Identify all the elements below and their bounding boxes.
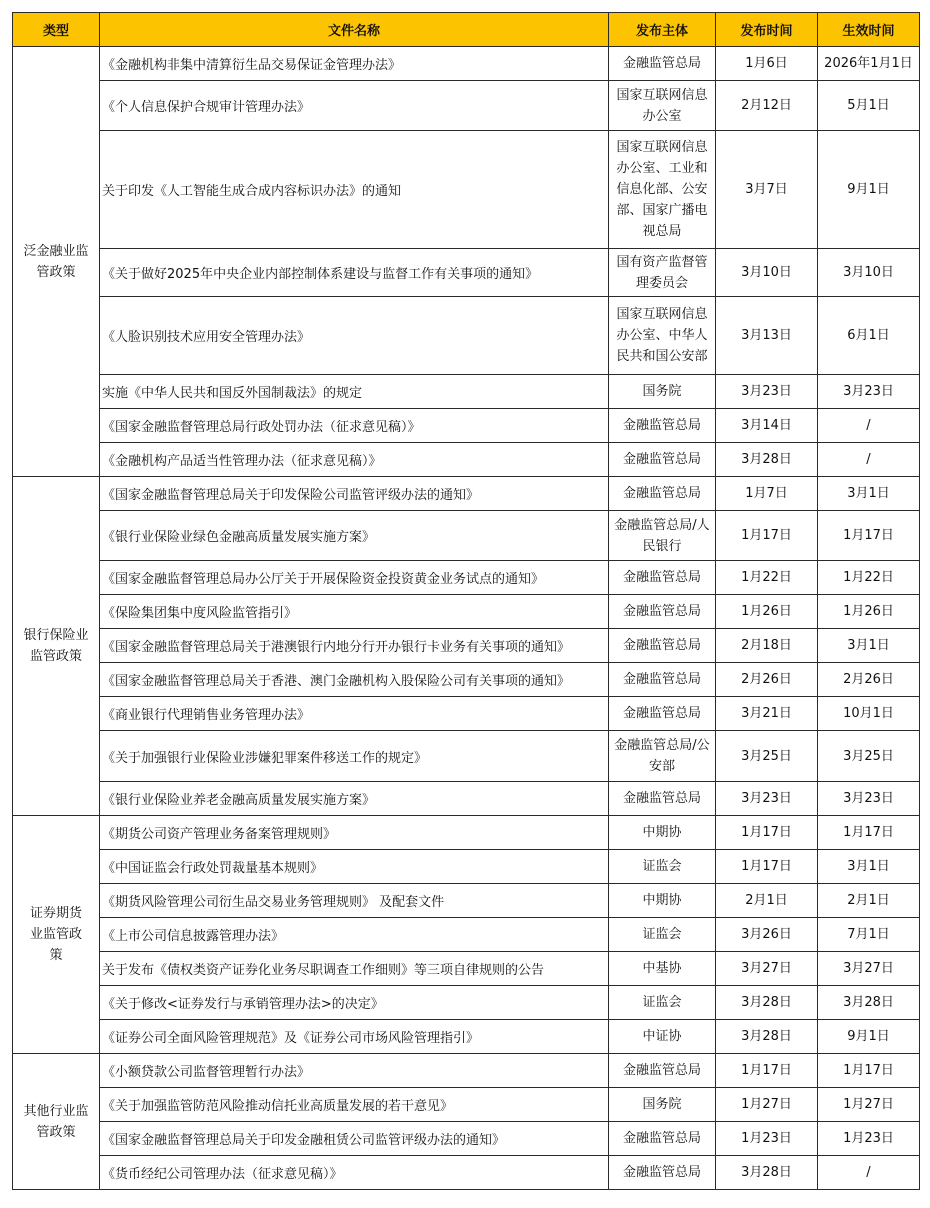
issuer-cell: 金融监管总局 [609, 1122, 716, 1156]
publish-date-cell: 3月21日 [716, 697, 818, 731]
publish-date-cell: 3月7日 [716, 131, 818, 249]
publish-date-cell: 1月26日 [716, 595, 818, 629]
publish-date-cell: 3月10日 [716, 249, 818, 297]
category-cell [13, 816, 100, 1054]
issuer-cell: 金融监管总局 [609, 561, 716, 595]
effective-date-cell: / [818, 409, 920, 443]
issuer-cell: 金融监管总局 [609, 782, 716, 816]
issuer-cell: 金融监管总局/人民银行 [609, 511, 716, 561]
table-row [13, 918, 920, 952]
table-row [13, 731, 920, 782]
effective-date-cell: 10月1日 [818, 697, 920, 731]
file-name-cell: 《货币经纪公司管理办法（征求意见稿）》 [100, 1156, 609, 1190]
table-row [13, 1088, 920, 1122]
effective-date-cell: 2月26日 [818, 663, 920, 697]
effective-date-cell: 3月1日 [818, 629, 920, 663]
publish-date-cell: 1月17日 [716, 816, 818, 850]
file-name-cell: 《小额贷款公司监督管理暂行办法》 [100, 1054, 609, 1088]
file-name-cell: 《国家金融监督管理总局办公厅关于开展保险资金投资黄金业务试点的通知》 [100, 561, 609, 595]
issuer-cell: 金融监管总局 [609, 477, 716, 511]
publish-date-cell: 3月27日 [716, 952, 818, 986]
file-name-cell: 《国家金融监督管理总局关于印发金融租赁公司监管评级办法的通知》 [100, 1122, 609, 1156]
publish-date-cell: 3月28日 [716, 986, 818, 1020]
effective-date-cell: 1月23日 [818, 1122, 920, 1156]
category-label: 证券期货业监管政策 [29, 906, 82, 963]
issuer-cell: 国家互联网信息办公室、中华人民共和国公安部 [609, 297, 716, 375]
publish-date-cell: 3月25日 [716, 731, 818, 782]
file-name-cell: 《商业银行代理销售业务管理办法》 [100, 697, 609, 731]
table-row [13, 297, 920, 375]
table-body [13, 47, 920, 1190]
file-name-cell: 《中国证监会行政处罚裁量基本规则》 [100, 850, 609, 884]
issuer-cell: 国务院 [609, 375, 716, 409]
issuer-cell: 金融监管总局 [609, 443, 716, 477]
effective-date-cell: 7月1日 [818, 918, 920, 952]
publish-date-cell: 2月1日 [716, 884, 818, 918]
category-cell [13, 1054, 100, 1190]
effective-date-cell: 1月17日 [818, 511, 920, 561]
publish-date-cell: 1月22日 [716, 561, 818, 595]
issuer-cell: 金融监管总局 [609, 595, 716, 629]
publish-date-cell: 3月14日 [716, 409, 818, 443]
header-type: 类型 [13, 13, 100, 47]
issuer-cell: 国有资产监督管理委员会 [609, 249, 716, 297]
publish-date-cell: 2月18日 [716, 629, 818, 663]
publish-date-cell: 2月26日 [716, 663, 818, 697]
issuer-cell: 金融监管总局 [609, 409, 716, 443]
file-name-cell: 《金融机构产品适当性管理办法（征求意见稿）》 [100, 443, 609, 477]
file-name-cell: 关于印发《人工智能生成合成内容标识办法》的通知 [100, 131, 609, 249]
publish-date-cell: 1月7日 [716, 477, 818, 511]
publish-date-cell: 3月13日 [716, 297, 818, 375]
issuer-cell: 证监会 [609, 986, 716, 1020]
effective-date-cell: 6月1日 [818, 297, 920, 375]
issuer-cell: 金融监管总局 [609, 629, 716, 663]
policy-table [12, 12, 920, 1190]
effective-date-cell: 3月10日 [818, 249, 920, 297]
file-name-cell: 《期货风险管理公司衍生品交易业务管理规则》 及配套文件 [100, 884, 609, 918]
table-row [13, 782, 920, 816]
issuer-cell: 中证协 [609, 1020, 716, 1054]
table-row [13, 1156, 920, 1190]
category-label: 泛金融业监管政策 [23, 243, 89, 280]
publish-date-cell: 3月23日 [716, 375, 818, 409]
table-row [13, 375, 920, 409]
effective-date-cell: 1月17日 [818, 816, 920, 850]
publish-date-cell: 1月17日 [716, 511, 818, 561]
file-name-cell: 《关于修改<证券发行与承销管理办法>的决定》 [100, 986, 609, 1020]
file-name-cell: 《上市公司信息披露管理办法》 [100, 918, 609, 952]
publish-date-cell: 1月6日 [716, 47, 818, 81]
effective-date-cell: 9月1日 [818, 131, 920, 249]
category-cell [13, 477, 100, 816]
file-name-cell: 《银行业保险业绿色金融高质量发展实施方案》 [100, 511, 609, 561]
table-row [13, 697, 920, 731]
header-issuer: 发布主体 [609, 13, 716, 47]
issuer-cell: 中期协 [609, 884, 716, 918]
effective-date-cell: 3月28日 [818, 986, 920, 1020]
publish-date-cell: 2月12日 [716, 81, 818, 131]
table-row [13, 816, 920, 850]
publish-date-cell: 3月28日 [716, 1156, 818, 1190]
effective-date-cell: 3月23日 [818, 375, 920, 409]
file-name-cell: 《人脸识别技术应用安全管理办法》 [100, 297, 609, 375]
file-name-cell: 实施《中华人民共和国反外国制裁法》的规定 [100, 375, 609, 409]
table-row [13, 850, 920, 884]
effective-date-cell: 2026年1月1日 [818, 47, 920, 81]
header-publish-date: 发布时间 [716, 13, 818, 47]
table-row [13, 561, 920, 595]
issuer-cell: 金融监管总局 [609, 1054, 716, 1088]
table-row [13, 477, 920, 511]
effective-date-cell: 1月22日 [818, 561, 920, 595]
issuer-cell: 金融监管总局 [609, 663, 716, 697]
issuer-cell: 国家互联网信息办公室 [609, 81, 716, 131]
effective-date-cell: 9月1日 [818, 1020, 920, 1054]
file-name-cell: 《期货公司资产管理业务备案管理规则》 [100, 816, 609, 850]
table-row [13, 443, 920, 477]
table-row [13, 595, 920, 629]
file-name-cell: 《银行业保险业养老金融高质量发展实施方案》 [100, 782, 609, 816]
issuer-cell: 金融监管总局 [609, 1156, 716, 1190]
table-header-row [13, 13, 920, 47]
file-name-cell: 《国家金融监督管理总局关于港澳银行内地分行开办银行卡业务有关事项的通知》 [100, 629, 609, 663]
category-label: 银行保险业监管政策 [23, 628, 89, 664]
effective-date-cell: 2月1日 [818, 884, 920, 918]
publish-date-cell: 1月17日 [716, 850, 818, 884]
table-row [13, 629, 920, 663]
issuer-cell: 中基协 [609, 952, 716, 986]
file-name-cell: 《金融机构非集中清算衍生品交易保证金管理办法》 [100, 47, 609, 81]
table-row [13, 131, 920, 249]
category-label: 其他行业监管政策 [23, 1103, 89, 1140]
policy-table-container [12, 12, 920, 1190]
file-name-cell: 《国家金融监督管理总局关于印发保险公司监管评级办法的通知》 [100, 477, 609, 511]
table-row [13, 81, 920, 131]
effective-date-cell: 3月25日 [818, 731, 920, 782]
table-row [13, 952, 920, 986]
table-row [13, 884, 920, 918]
file-name-cell: 关于发布《债权类资产证券化业务尽职调查工作细则》等三项自律规则的公告 [100, 952, 609, 986]
file-name-cell: 《保险集团集中度风险监管指引》 [100, 595, 609, 629]
file-name-cell: 《国家金融监督管理总局行政处罚办法（征求意见稿）》 [100, 409, 609, 443]
publish-date-cell: 1月23日 [716, 1122, 818, 1156]
effective-date-cell: 1月26日 [818, 595, 920, 629]
effective-date-cell: 5月1日 [818, 81, 920, 131]
effective-date-cell: 1月27日 [818, 1088, 920, 1122]
file-name-cell: 《关于做好2025年中央企业内部控制体系建设与监督工作有关事项的通知》 [100, 249, 609, 297]
effective-date-cell: / [818, 1156, 920, 1190]
table-row [13, 511, 920, 561]
publish-date-cell: 1月27日 [716, 1088, 818, 1122]
issuer-cell: 中期协 [609, 816, 716, 850]
table-row [13, 47, 920, 81]
publish-date-cell: 3月26日 [716, 918, 818, 952]
table-row [13, 986, 920, 1020]
file-name-cell: 《国家金融监督管理总局关于香港、澳门金融机构入股保险公司有关事项的通知》 [100, 663, 609, 697]
issuer-cell: 国家互联网信息办公室、工业和信息化部、公安部、国家广播电视总局 [609, 131, 716, 249]
effective-date-cell: / [818, 443, 920, 477]
issuer-cell: 金融监管总局 [609, 47, 716, 81]
file-name-cell: 《关于加强银行业保险业涉嫌犯罪案件移送工作的规定》 [100, 731, 609, 782]
issuer-cell: 金融监管总局/公安部 [609, 731, 716, 782]
effective-date-cell: 3月23日 [818, 782, 920, 816]
issuer-cell: 证监会 [609, 918, 716, 952]
issuer-cell: 国务院 [609, 1088, 716, 1122]
effective-date-cell: 3月27日 [818, 952, 920, 986]
effective-date-cell: 1月17日 [818, 1054, 920, 1088]
header-file-name: 文件名称 [100, 13, 609, 47]
publish-date-cell: 3月28日 [716, 1020, 818, 1054]
publish-date-cell: 3月23日 [716, 782, 818, 816]
table-row [13, 1020, 920, 1054]
header-effective-date: 生效时间 [818, 13, 920, 47]
table-row [13, 1054, 920, 1088]
table-row [13, 249, 920, 297]
issuer-cell: 证监会 [609, 850, 716, 884]
effective-date-cell: 3月1日 [818, 850, 920, 884]
table-row [13, 1122, 920, 1156]
table-row [13, 663, 920, 697]
file-name-cell: 《个人信息保护合规审计管理办法》 [100, 81, 609, 131]
effective-date-cell: 3月1日 [818, 477, 920, 511]
file-name-cell: 《关于加强监管防范风险推动信托业高质量发展的若干意见》 [100, 1088, 609, 1122]
file-name-cell: 《证券公司全面风险管理规范》及《证券公司市场风险管理指引》 [100, 1020, 609, 1054]
publish-date-cell: 1月17日 [716, 1054, 818, 1088]
issuer-cell: 金融监管总局 [609, 697, 716, 731]
category-cell [13, 47, 100, 477]
publish-date-cell: 3月28日 [716, 443, 818, 477]
table-row [13, 409, 920, 443]
